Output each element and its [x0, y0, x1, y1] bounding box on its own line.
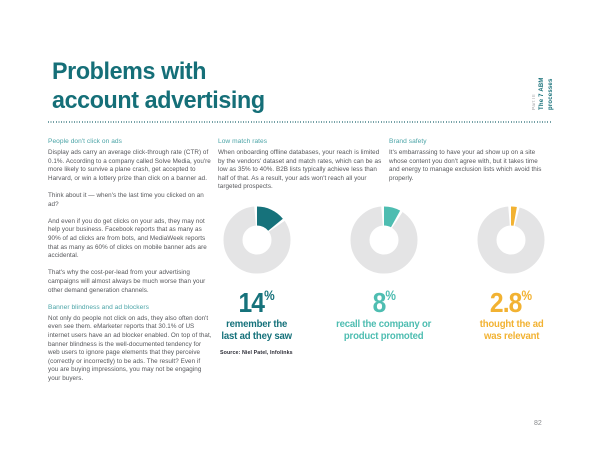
- stat-label-line1: recall the company or: [336, 319, 432, 330]
- stat-value-unit: %: [521, 288, 533, 303]
- margin-section-label: The 7 ABM processes: [539, 77, 555, 110]
- stat-value-number: 14: [238, 287, 265, 318]
- stat-value: [372, 282, 395, 317]
- text-column-2: [218, 138, 382, 201]
- stat-value-number: 2.8: [490, 287, 522, 318]
- donut-chart-8-percent: [350, 206, 418, 274]
- stat-value: [490, 282, 532, 317]
- stat-label: [197, 319, 315, 343]
- page-title-line2: account advertising: [52, 87, 265, 114]
- stat-label-line2: last ad they saw: [221, 330, 292, 342]
- stats-row: [193, 206, 575, 343]
- stat-label-line2: product promoted: [344, 330, 424, 342]
- stat-label-line2: was relevant: [483, 330, 539, 342]
- stat-label-line1: remember the: [226, 319, 288, 330]
- stat-ad-relevant: [448, 206, 575, 343]
- column1-paragraph-2: Think about it — when's the last time you clicked on an ad?: [48, 192, 204, 208]
- stat-value-unit: %: [264, 288, 275, 303]
- column3-heading: Brand safety: [389, 138, 427, 145]
- text-column-3: [389, 138, 550, 192]
- page-title-line1: Problems with: [52, 58, 207, 85]
- donut-chart-2point8-percent: [477, 206, 545, 274]
- page-title: [52, 57, 265, 115]
- column1-heading-1: People don't click on ads: [48, 138, 122, 145]
- column2-heading: Low match rates: [218, 138, 268, 145]
- column1-paragraph-3: And even if you do get clicks on your ads, they may not help your business. Facebook reports that as many as 90% of ad clicks are from bots, and MediaWeek reports that as many as 60% of clicks on mobile banner ads are accidental.: [48, 217, 207, 260]
- column1-paragraph-4: That's why the cost-per-lead from your advertising campaigns will almost always be much worse than your other demand generation channels.: [48, 269, 206, 294]
- stat-label: [325, 319, 443, 343]
- stat-value-unit: %: [385, 288, 396, 303]
- stat-remember-last-ad: [193, 206, 320, 343]
- margin-caption: [531, 50, 556, 110]
- source-attribution: Source: Niel Patel, Infolinks: [220, 350, 293, 356]
- margin-part-label: Part III: [532, 94, 537, 110]
- column3-paragraph-1: It's embarrassing to have your ad show up on a site whose content you don't agree with, but it takes time and energy to manage exclusion lists which avoid this properly.: [389, 149, 542, 182]
- column1-paragraph-1: Display ads carry an average click-through rate (CTR) of 0.1%. According to a company called Solve Media, you're more likely to survive a plane crash, get accepted to Harvard, or win a lottery prize than click on a banner ad.: [48, 149, 211, 182]
- stat-recall-company: [320, 206, 447, 343]
- stat-value: [239, 282, 275, 317]
- column2-paragraph-1: When onboarding offline databases, your reach is limited by the vendors' dataset and match rates, which can be as low as 35% to 40%. B2B lists typically achieve less than half of that. As a result, your ads won't reach all your targeted prospects.: [218, 149, 382, 191]
- stat-value-number: 8: [372, 287, 386, 318]
- stat-label: [452, 319, 570, 343]
- column1-paragraph-5: Not only do people not click on ads, they also often don't even see them. eMarketer reports that 30.1% of US internet users have an ad blocker enabled. On top of that, banner blindness is the well-documented tendency for web users to ignore page elements that they perceive (correctly or incorrectly) to be ads. The result? Even if you are buying impressions, you may not be engaging your buyers.: [48, 314, 212, 383]
- dotted-divider: [48, 121, 552, 123]
- column1-heading-2: Banner blindness and ad blockers: [48, 303, 149, 311]
- stat-label-line1: thought the ad: [479, 319, 544, 330]
- page-number: 82: [534, 420, 542, 427]
- donut-chart-14-percent: [223, 206, 291, 274]
- text-column-1: [48, 138, 212, 392]
